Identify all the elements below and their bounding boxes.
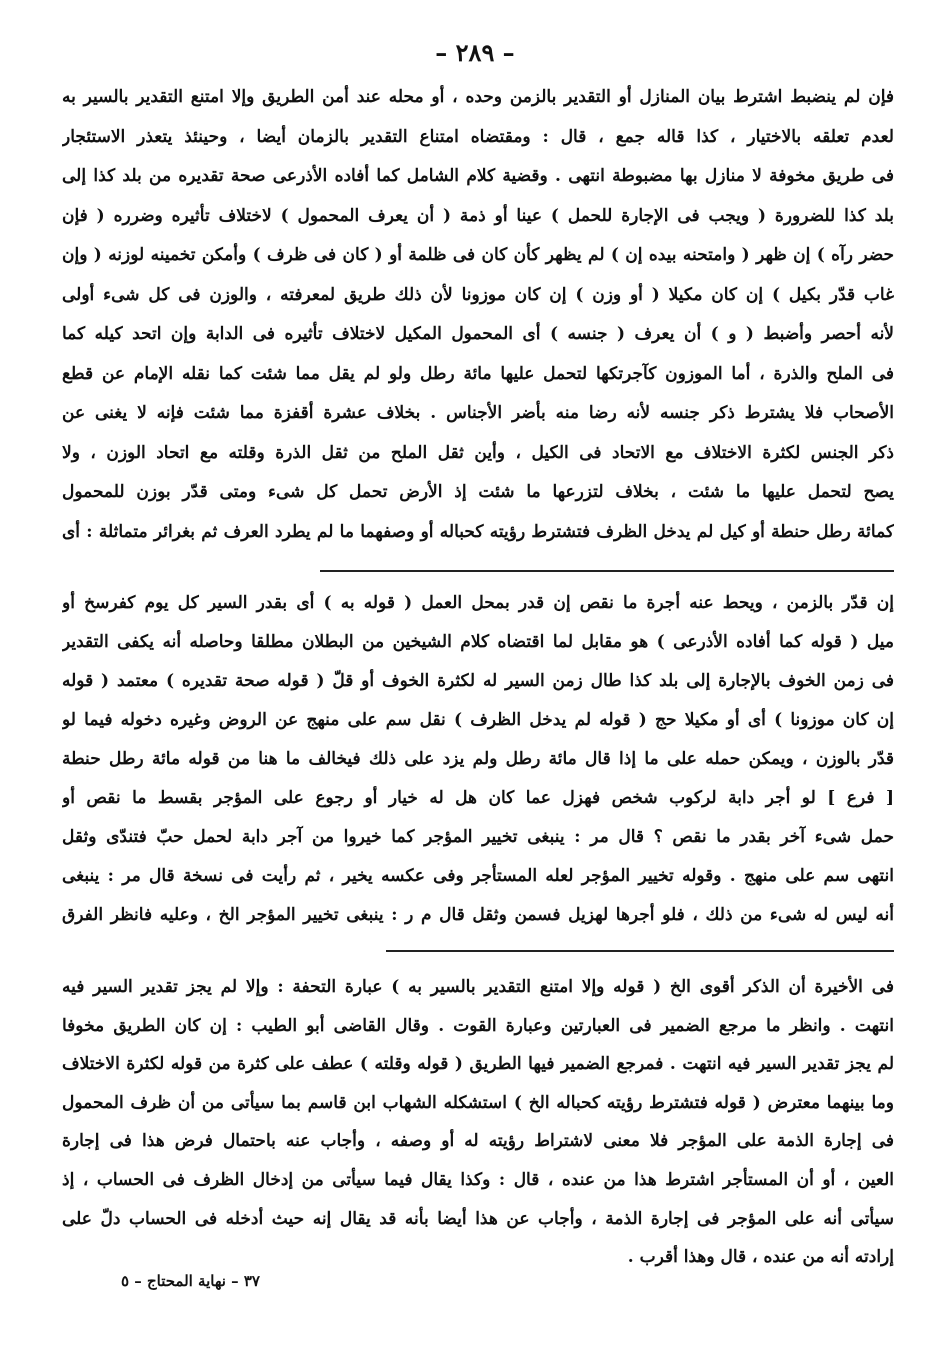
footnote-line: إن قدّر بالزمن ، ويحط عنه أجرة ما نقص إن قدر بمحل العمل ( قوله به ) أى بقدر السير كل يوم كفرسخ أو	[62, 593, 894, 613]
text-line: فإن لم ينضبط اشترط بيان المنازل أو التقدير بالزمن وحده ، أو محله عند أمن الطريق وإلا امتنع التقدير بالسير به	[62, 87, 894, 107]
footnote-line: فى الأخيرة أن الذكر أقوى الخ ( قوله وإلا امتنع التقدير بالسير به ) عبارة التحفة : وإلا لم يجز تقدير السير فيه	[62, 977, 894, 997]
footnote-line: ميل ( قوله كما أفاده الأذرعى ) هو مقابل لما اقتضاه كلام الشيخين من البطلان مطلقا وحاصله أنه يكفى التقدير	[62, 632, 894, 652]
text-line: لأنه أحصر وأضبط ( و ) أن يعرف ( جنسه ) أى المحمول المكيل لاختلاف تأثيره فى الدابة وإن اتحد كيله كما	[62, 324, 894, 344]
footnote-line: انتهت . وانظر ما مرجع الضمير فى العبارتين وعبارة القوت . وقال القاضى أبو الطيب : إن كان الطريق مخوفا	[62, 1015, 894, 1036]
footnote-line: حمل شىء آخر بقدر ما نقص ؟ قال مر : ينبغى تخيير المؤجر كما خيروا من آجر دابة لحمل حبّ فتندّى وثقل	[62, 827, 894, 847]
page-number: – ٢٨٩ –	[435, 38, 515, 67]
footnote-line: [ فرع ] لو أجر دابة لركوب شخص فهزل عما كان هل له خيار أو رجوع على المؤجر بقسط ما نقص أو	[62, 788, 894, 808]
text-line: يصح لتحمل عليها ما شئت ، بخلاف لتزرعها ما شئت إذ الأرض تحمل كل شىء ومتى قدّر بوزن للمحمول	[62, 482, 894, 502]
signature-mark: ٣٧ – نهاية المحتاج – ٥	[120, 1272, 260, 1290]
text-line: بلد كذا للضرورة ( ويجب فى الإجارة للحمل ) عينا أو ذمة ( أن يعرف المحمول ) لاختلاف تأثيره وضرره ( فإن	[62, 205, 894, 226]
footnote-line: إن كان موزونا ) أى أو مكيلا حج ( قوله لم يدخل الظرف ) نقل سم على منهج عن الروض وغيره دخوله فيما لو	[62, 710, 894, 730]
footnote-divider	[386, 950, 894, 952]
footnote-line: فى إجارة الذمة على المؤجر فلا معنى لاشتراط رؤيته له أو وصفه ، وأجاب عنه باحتمال فرض هذا فى إجارة	[62, 1131, 894, 1152]
footnote-block-1	[62, 584, 894, 935]
footnote-line: العين ، أو أن المستأجر اشترط هذا من عنده ، قال : وكذا يقال فيما سيأتى من إدخال الظرف فى الحساب ، إذ	[62, 1169, 894, 1190]
main-text	[62, 78, 894, 552]
text-line: لعدم تعلقه بالاختيار ، كذا قاله جمع ، قال : ومقتضاه امتناع التقدير بالزمان أيضا ، وحينئذ يتعذر الاستئجار	[62, 126, 894, 147]
footnote-line: لم يجز تقدير السير فيه انتهت . فمرجع الضمير فيها الطريق ( قوله وقلته ) عطف على كثرة من قوله لكثرة الاختلاف	[62, 1054, 894, 1075]
footnote-line: أنه ليس له شىء من ذلك ، فلو أجرها لهزيل فسمن وثقل قال م ر : ينبغى تخيير المؤجر الخ ، وعليه فانظر الفرق	[62, 905, 894, 925]
footnote-divider	[320, 570, 894, 572]
footnote-line: قدّر بالوزن ، ويمكن حمله على ما إذا قال مائة رطل ولم يزد على ذلك فيخالف ما هنا من قوله مائة رطل حنطة	[62, 749, 894, 769]
footnote-block-2	[62, 968, 894, 1277]
text-line: غاب قدّر بكيل ) إن كان مكيلا ( أو وزن ) إن كان موزونا لأن ذلك طريق لمعرفته ، والوزن فى كل شىء أولى	[62, 284, 894, 305]
footnote-line: إرادته أنه من عنده ، قال وهذا أقرب .	[627, 1247, 894, 1268]
text-line: حضر رآه ) إن ظهر ( وامتحنه بيده إن ) لم يظهر كأن كان فى ظلمة أو ( كان فى ظرف ) وأمكن تخمينه لوزنه ( وإن	[62, 245, 894, 265]
text-line: فى طريق مخوفة لا منازل بها مضبوطة انتهى . وقضية كلام الشامل كما أفاده الأذرعى صحة تقديره من بلد كذا إلى	[62, 166, 894, 186]
text-line: كمائة رطل حنطة أو كيل لم يدخل الظرف فتشترط رؤيته كحباله أو وصفهما ما لم يطرد العرف ثم بغرائر متماثلة : أى	[62, 521, 894, 542]
text-line: الأصحاب فلا يشترط ذكر جنسه لأنه رضا منه بأضر الأجناس . بخلاف عشرة أقفزة مما شئت فإنه لا يغنى عن	[62, 403, 894, 423]
footnote-line: وما بينهما معترض ( قوله فتشترط رؤيته كحباله الخ ) استشكله الشهاب ابن قاسم بما سيأتى من أن ظرف المحمول	[62, 1092, 894, 1113]
footnote-line: فى زمن الخوف بالإجارة إلى بلد كذا طال زمن السير له لكثرة الخوف أو قلّ ( قوله صحة تقديره ) معتمد ( قوله	[62, 671, 894, 691]
text-line: فى الملح والذرة ، أما الموزون كآجرتكها لتحمل عليها مائة رطل ولو لم يقل مما شئت كما نقله الإمام عن قطع	[62, 363, 894, 384]
footnote-line: انتهى سم على منهج . وقوله تخيير المؤجر لعله المستأجر وفى عكسه يخير ، ثم رأيت فى نسخة قال مر : ينبغى	[62, 866, 894, 886]
footnote-line: سيأتى أنه على المؤجر فى إجارة الذمة ، وأجاب عن هذا أيضا بأنه قد يقال إنه حيث أدخله فى الحساب دلّ على	[62, 1208, 894, 1229]
text-line: ذكر الجنس لكثرة الاختلاف مع الاتحاد فى الكيل ، وأين ثقل الملح من ثقل الذرة وقلته مع اتحاد الوزن ، ولا	[62, 442, 894, 463]
